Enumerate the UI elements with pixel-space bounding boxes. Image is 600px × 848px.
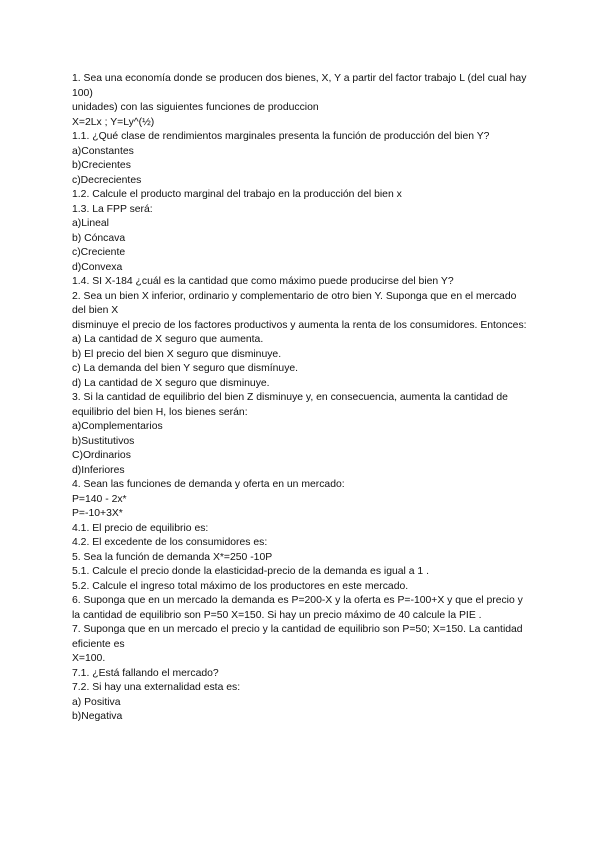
text-line: P=-10+3X* <box>72 508 123 519</box>
text-line: a)Constantes <box>72 145 134 157</box>
text-line: 1.2. Calcule el producto marginal del trabajo en la producción del bien x <box>72 189 402 200</box>
document-body <box>72 72 528 725</box>
text-line: 3. Si la cantidad de equilibrio del bien Z disminuye y, en consecuencia, aumenta la cantidad de equilibrio del bien H, los bienes serán: <box>72 392 511 418</box>
text-line: b)Negativa <box>72 711 123 722</box>
text-line: 5. Sea la función de demanda X*=250 -10P <box>72 551 273 563</box>
text-line: C)Ordinarios <box>72 450 131 461</box>
text-line: a) La cantidad de X seguro que aumenta. <box>72 334 264 345</box>
text-line: d) La cantidad de X seguro que disminuye. <box>72 377 270 389</box>
text-line: 1.3. La FPP será: <box>72 203 153 215</box>
text-line: unidades) con las siguientes funciones de produccion <box>72 102 319 113</box>
text-line: 7.2. Si hay una externalidad esta es: <box>72 682 241 693</box>
text-line: 6. Suponga que en un mercado la demanda es P=200-X y la oferta es P=-100+X y que el precio y la cantidad de equilibrio son P=50 X=150. Si hay un precio máximo de 40 calcule la PIE . <box>72 595 526 621</box>
text-line: 1. Sea una economía donde se producen dos bienes, X, Y a partir del factor trabajo L (del cual hay 100) <box>72 73 530 99</box>
text-line: X=100. <box>72 653 106 664</box>
text-line: disminuye el precio de los factores productivos y aumenta la renta de los consumidores. Entonces: <box>72 319 527 331</box>
text-line: c)Creciente <box>72 247 126 258</box>
text-line: P=140 - 2x* <box>72 493 127 505</box>
text-line: 2. Sea un bien X inferior, ordinario y complementario de otro bien Y. Suponga que en el mercado del bien X <box>72 290 520 316</box>
text-line: 4.2. El excedente de los consumidores es: <box>72 537 268 548</box>
text-line: 4. Sean las funciones de demanda y oferta en un mercado: <box>72 479 345 490</box>
text-line: c)Decrecientes <box>72 174 142 186</box>
text-line: 7. Suponga que en un mercado el precio y la cantidad de equilibrio son P=50; X=150. La cantidad eficiente es <box>72 624 526 650</box>
text-line: b)Crecientes <box>72 160 131 171</box>
text-line: 4.1. El precio de equilibrio es: <box>72 522 209 534</box>
text-line: X=2Lx ; Y=Ly^(½) <box>72 116 155 128</box>
text-line: 5.2. Calcule el ingreso total máximo de los productores en este mercado. <box>72 580 409 592</box>
text-line: d)Convexa <box>72 261 123 273</box>
text-line: a)Complementarios <box>72 421 163 432</box>
text-line: 1.1. ¿Qué clase de rendimientos marginales presenta la función de producción del bien Y? <box>72 131 490 142</box>
text-line: 5.1. Calcule el precio donde la elasticidad-precio de la demanda es igual a 1 . <box>72 566 429 577</box>
text-line: a)Lineal <box>72 218 109 229</box>
text-line: 1.4. SI X-184 ¿cuál es la cantidad que como máximo puede producirse del bien Y? <box>72 276 454 287</box>
text-line: b) Cóncava <box>72 232 126 244</box>
text-line: c) La demanda del bien Y seguro que dismínuye. <box>72 363 299 374</box>
text-line: 7.1. ¿Está fallando el mercado? <box>72 667 219 679</box>
text-line: b) El precio del bien X seguro que disminuye. <box>72 348 282 360</box>
text-line: d)Inferiores <box>72 464 125 476</box>
text-line: a) Positiva <box>72 696 121 708</box>
text-line: b)Sustitutivos <box>72 435 135 447</box>
